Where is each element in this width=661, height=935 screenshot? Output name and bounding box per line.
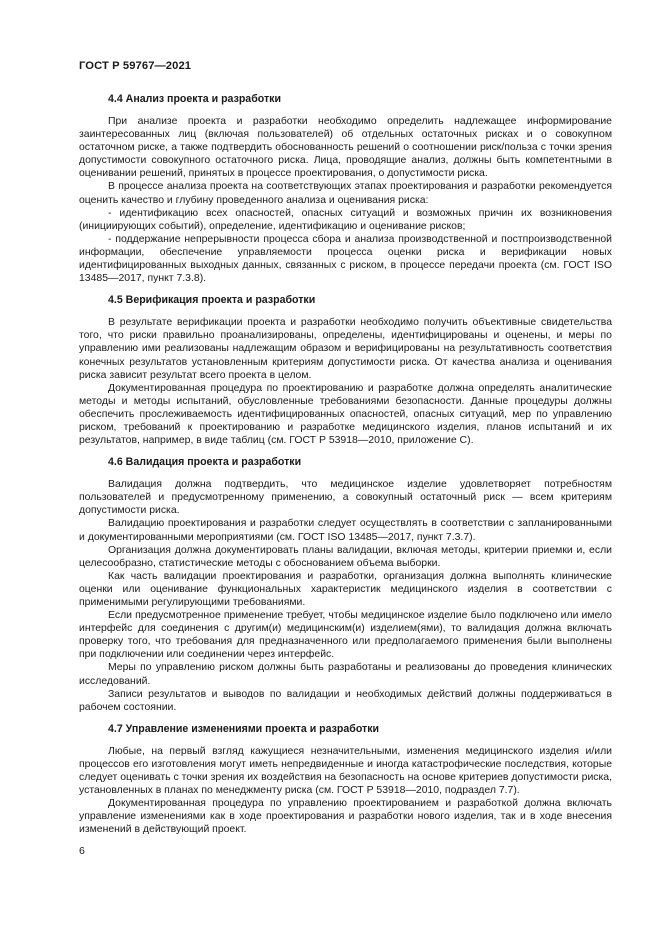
document-body — [79, 93, 612, 846]
paragraph: Организация должна документировать планы валидации, включая методы, критерии приемки и, если целесообразно, статистические методы с обоснованием объема выборки. — [79, 544, 612, 569]
section-title: 4.4 Анализ проекта и разработки — [108, 93, 281, 105]
section-title: 4.5 Верификация проекта и разработки — [108, 294, 316, 307]
section-4-5 — [79, 294, 612, 447]
section-4-6 — [79, 456, 612, 714]
page-number: 6 — [79, 845, 85, 857]
paragraph: Если предусмотренное применение требует, чтобы медицинское изделие было подключено или имело интерфейс для соединения с другим(и) медицинским(и) изделием(ями), то валидация должна включать проверку того, что требования для предназначенного или предполагаемого применения были выполнены при подключении или соединении через интерфейс. — [79, 610, 612, 661]
paragraph: В процессе анализа проекта на соответствующих этапах проектирования и разработки рекомендуется оценить качество и глубину проведенного анализа и оценивания риска: — [79, 181, 612, 206]
section-4-7 — [79, 723, 612, 837]
paragraph: Как часть валидации проектирования и разработки, организация должна выполнять клинические оценки или оценивание функциональных характеристик медицинского изделия в соответствии с применимыми регулирующими требованиями. — [79, 570, 612, 608]
section-title: 4.6 Валидация проекта и разработки — [108, 456, 302, 469]
list-item: - идентификацию всех опасностей, опасных ситуаций и возможных причин их возникновения (инициирующих событий), определение, идентификацию и оценивание рисков; — [79, 207, 612, 232]
section-title: 4.7 Управление изменениями проекта и разработки — [108, 722, 380, 735]
paragraph: Валидацию проектирования и разработки следует осуществлять в соответствии с запланированными и документированными мероприятиями (см. ГОСТ ISO 13485—2017, пункт 7.3.7). — [79, 518, 612, 543]
section-4-4 — [79, 93, 612, 285]
paragraph: Меры по управлению риском должны быть разработаны и реализованы до проведения клинических исследований. — [79, 662, 612, 687]
paragraph: Записи результатов и выводов по валидации и необходимых действий должны поддерживаться в рабочем состоянии. — [79, 688, 612, 713]
paragraph: При анализе проекта и разработки необходимо определить надлежащее информирование заинтересованных лиц (включая пользователей) об отдельных остаточных рисках и о совокупном остаточном риске, а также подтвердить обоснованность решений о соотношении риск/польза с точки зрения допустимости совокупного остаточного риска. Лица, проводящие анализ, должны быть компетентными в оценивании решений, принятых в процессе проектирования, о допустимости риска. — [79, 116, 612, 180]
paragraph: Любые, на первый взгляд кажущиеся незначительными, изменения медицинского изделия и/или процессов его изготовления могут иметь непредвиденные и иногда катастрофические последствия, которые следует оценивать с точки зрения их воздействия на безопасность на основе критериев допустимости риска, установленных в планах по менеджменту риска (см. ГОСТ Р 53918—2010, подраздел 7.7). — [79, 745, 612, 797]
paragraph: Документированная процедура по управлению проектированием и разработкой должна включать управление изменениями как в ходе проектирования и разработки нового изделия, так и в ходе внесения изменений в действующий проект. — [79, 798, 612, 836]
paragraph: В результате верификации проекта и разработки необходимо получить объективные свидетельства того, что риски правильно проанализированы, определены, идентифицированы и оценены, и меры по управлению ими реализованы надлежащим образом и верифицированы на результативность соответствия конечных результатов установленным критериям допустимости риска. От качества анализа и оценивания риска зависит результат всего проекта в целом. — [79, 317, 612, 381]
document-header-id: ГОСТ Р 59767—2021 — [79, 60, 192, 72]
list-item: - поддержание непрерывности процесса сбора и анализа производственной и постпроизводственной информации, обеспечение управляемости процесса оценки риска и верификации новых идентифицированных выходных данных, связанных с риском, в процессе передачи проекта (см. ГОСТ ISO 13485—2017, пункт 7.3.8). — [79, 233, 612, 285]
paragraph: Документированная процедура по проектированию и разработке должна определять аналитические методы и методы испытаний, обусловленные требованиями безопасности. Данные процедуры должны обеспечить прослеживаемость идентифицированных опасностей, опасных ситуаций, мер по управлению риском, требований к проектированию и разработке медицинского изделия, планов испытаний и их результатов, например, в виде таблиц (см. ГОСТ Р 53918—2010, приложение С). — [79, 382, 612, 447]
paragraph: Валидация должна подтвердить, что медицинское изделие удовлетворяет потребностям пользователей и предусмотренному применению, а совокупный остаточный риск — всем критериям допустимости риска. — [79, 479, 612, 517]
